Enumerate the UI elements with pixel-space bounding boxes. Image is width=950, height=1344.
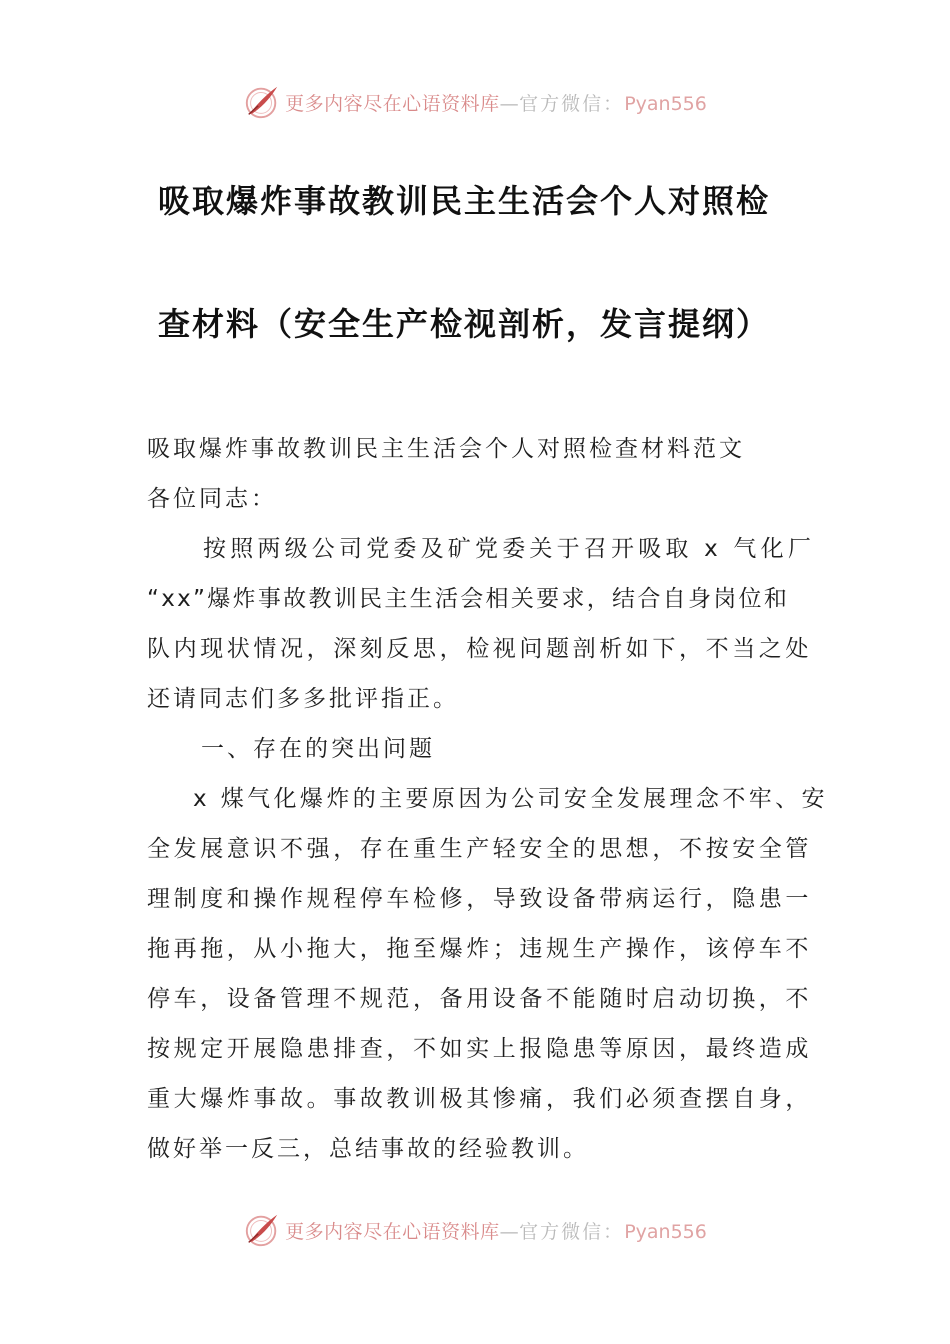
watermark-site: 更多内容尽在心语资料库 (285, 1220, 500, 1243)
watermark-separator: — (499, 1220, 520, 1243)
document-title-line-1: 吸取爆炸事故教训民主生活会个人对照检 (158, 182, 771, 220)
watermark-separator: — (499, 92, 520, 115)
body-line: 停车，设备管理不规范，备用设备不能随时启动切换，不 (147, 986, 812, 1012)
watermark-wechat-id: Pyan556 (624, 1220, 707, 1243)
quill-logo-icon (243, 83, 281, 121)
watermark-site: 更多内容尽在心语资料库 (285, 92, 500, 115)
body-line: “xx”爆炸事故教训民主生活会相关要求，结合自身岗位和 (147, 586, 790, 612)
body-line: 按照两级公司党委及矿党委关于召开吸取 x 气化厂 (203, 536, 816, 562)
body-line: 拖再拖，从小拖大，拖至爆炸；违规生产操作，该停车不 (147, 936, 812, 962)
watermark-header (0, 80, 950, 124)
watermark-wechat-label: 官方微信： (519, 1220, 625, 1243)
body-line: 按规定开展隐患排查，不如实上报隐患等原因，最终造成 (147, 1036, 812, 1062)
watermark-wechat-id: Pyan556 (624, 92, 707, 115)
body-line: 队内现状情况，深刻反思，检视问题剖析如下，不当之处 (147, 636, 812, 662)
watermark-text (285, 1217, 707, 1244)
body-line: 全发展意识不强，存在重生产轻安全的思想，不按安全管 (147, 836, 812, 862)
body-line: x 煤气化爆炸的主要原因为公司安全发展理念不牢、安 (193, 786, 828, 812)
watermark-wechat-label: 官方微信： (519, 92, 625, 115)
body-line: 做好举一反三，总结事故的经验教训。 (147, 1136, 589, 1162)
body-line: 理制度和操作规程停车检修，导致设备带病运行，隐患一 (147, 886, 812, 912)
body-line: 吸取爆炸事故教训民主生活会个人对照检查材料范文 (147, 436, 745, 462)
body-line: 一、存在的突出问题 (201, 736, 435, 762)
watermark-footer (0, 1208, 950, 1252)
body-line: 各位同志： (147, 486, 277, 512)
watermark-text (285, 89, 707, 116)
body-line: 还请同志们多多批评指正。 (147, 686, 459, 712)
quill-logo-icon (243, 1211, 281, 1249)
body-line: 重大爆炸事故。事故教训极其惨痛，我们必须查摆自身， (147, 1086, 812, 1112)
document-title-line-2: 查材料（安全生产检视剖析，发言提纲） (158, 305, 771, 343)
